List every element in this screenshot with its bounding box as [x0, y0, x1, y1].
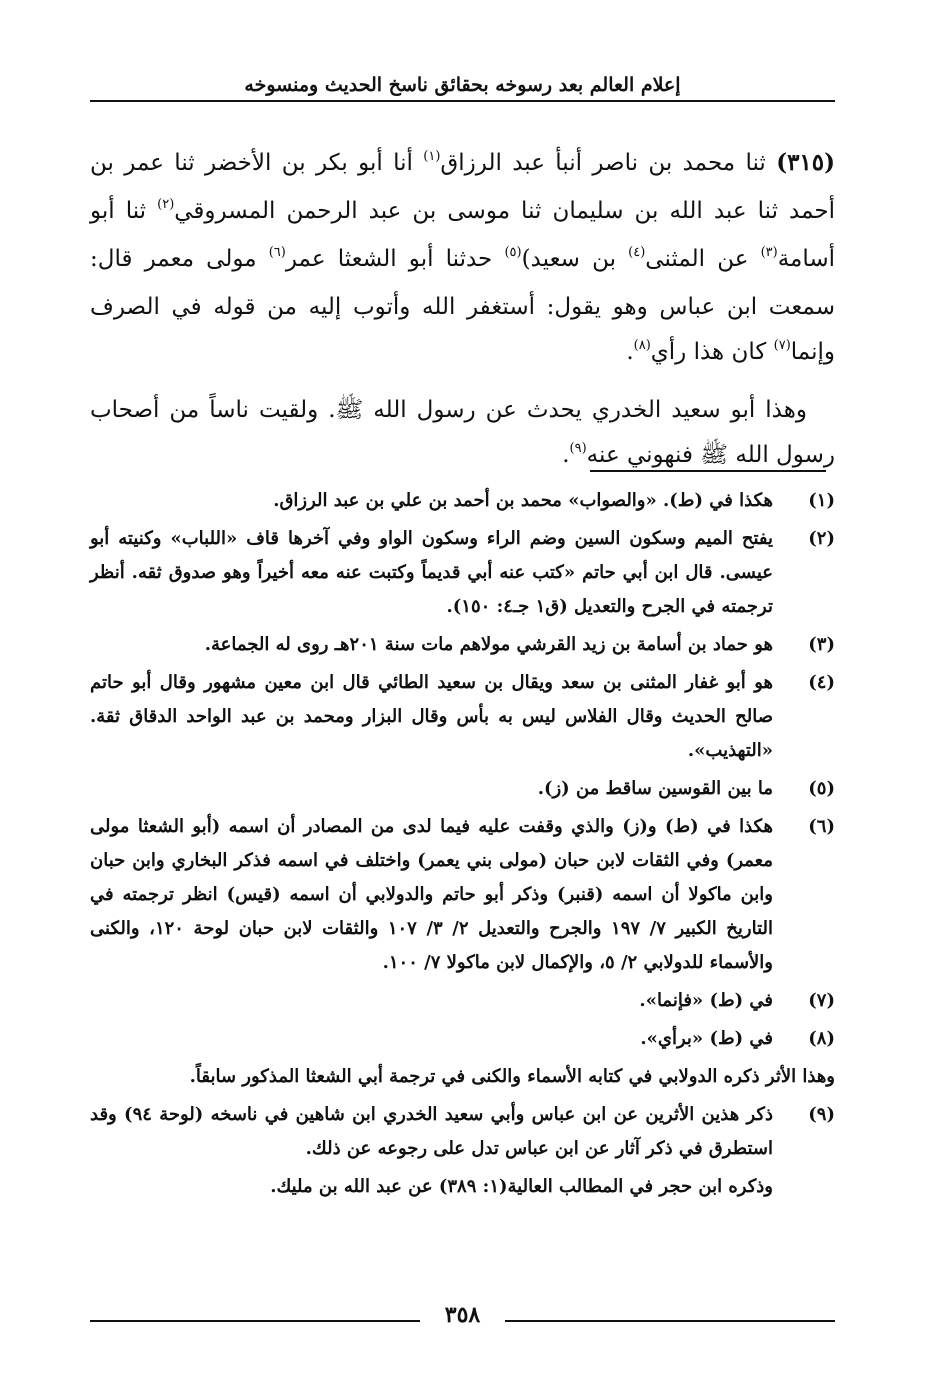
footnote-ref[interactable]: (٦) — [268, 245, 286, 260]
footnote-number: (٤) — [808, 672, 835, 693]
running-header: إعلام العالم بعد رسوخه بحقائق ناسخ الحديث ومنسوخه — [244, 74, 681, 96]
footnote-5 — [90, 772, 835, 806]
footnote-number: (٩) — [808, 1104, 835, 1125]
footnote-text: هو حماد بن أسامة بن زيد القرشي مولاهم مات سنة ٢٠١هـ روى له الجماعة. — [204, 634, 773, 655]
footnote-number: (٣) — [808, 634, 835, 655]
footnote-4 — [90, 666, 835, 768]
header-rule — [90, 100, 835, 102]
footnote-ref[interactable]: (٥) — [504, 245, 522, 260]
footnote-ref[interactable]: (٨) — [633, 338, 651, 353]
main-text — [90, 140, 835, 491]
footnote-8-continuation: وهذا الأثر ذكره الدولابي في كتابه الأسماء والكنى في ترجمة أبي الشعثا المذكور سابقاً. — [189, 1066, 835, 1087]
footnote-number: (٢) — [808, 528, 835, 549]
footnote-ref[interactable]: (١) — [423, 149, 441, 164]
footnote-3 — [90, 628, 835, 662]
footnote-2 — [90, 522, 835, 624]
footnote-7 — [90, 984, 835, 1018]
footnote-text: ما بين القوسين ساقط من (ز). — [537, 778, 773, 799]
text-segment: ثنا أبو أسامة — [90, 198, 836, 272]
footnote-text: هكذا في (ط). «والصواب» محمد بن أحمد بن علي بن عبد الرزاق. — [273, 490, 773, 511]
text-segment: ثنا محمد بن ناصر أنبأ عبد الرزاق — [440, 150, 766, 176]
text-segment: . — [562, 442, 570, 468]
text-segment: عن المثنى — [645, 246, 749, 272]
text-segment: وهذا أبو سعيد الخدري يحدث عن رسول الله ﷺ. ولقيت ناساً من أصحاب رسول الله ﷺ فنهوني عنه — [90, 397, 835, 468]
footnote-number: (٦) — [808, 816, 835, 837]
footnote-ref[interactable]: (٢) — [157, 197, 175, 212]
text-segment: حدثنا أبو الشعثا عمر — [285, 246, 493, 272]
footnote-text: يفتح الميم وسكون السين وضم الراء وسكون الواو وفي آخرها قاف «اللباب» وكنيته أبو عيسى. قال ابن أبي حاتم «كتب عنه أبي قديماً وكتبت عنه معه أخيراً وهو صدوق ثقه. أنظر ترجمته في الجرح والتعديل (ق١ جـ٤: ١٥٠). — [90, 528, 773, 617]
hadith-paragraph — [90, 140, 835, 378]
footnote-text: ذكر هذين الأثرين عن ابن عباس وأبي سعيد الخدري ابن شاهين في ناسخه (لوحة ٩٤) وقد استطرق في ذكر آثار عن ابن عباس تدل على رجوعه عن ذلك. — [90, 1104, 773, 1159]
footer-rule-left — [90, 1320, 420, 1322]
footnote-text: في (ط) «فإنما». — [639, 990, 773, 1011]
text-segment: كان هذا رأي — [650, 339, 767, 365]
narration-paragraph — [90, 388, 835, 481]
text-segment: أنا أبو بكر بن الأخضر ثنا عمر بن أحمد ثنا عبد الله بن سليمان ثنا موسى بن عبد الرحمن المسروقي — [90, 150, 836, 224]
footnote-ref[interactable]: (٣) — [760, 245, 778, 260]
footnote-ref[interactable]: (٩) — [569, 441, 587, 456]
footnote-number: (٨) — [808, 1028, 835, 1049]
footnote-8 — [90, 1022, 835, 1056]
footnote-number: (٥) — [808, 778, 835, 799]
footnote-9 — [90, 1098, 835, 1166]
footnote-text: في (ط) «برأي». — [640, 1028, 773, 1049]
footnote-text: هكذا في (ط) و(ز) والذي وقفت عليه فيما لدى من المصادر أن اسمه (أبو الشعثا مولى معمر) وفي الثقات لابن حبان (مولى بني يعمر) واختلف في اسمه فذكر البخاري وابن حبان وابن ماكولا أن اسمه (قنبر) وذكر أبو حاتم والدولابي أن اسمه (قيس) انظر ترجمته في التاريخ الكبير ٧/ ١٩٧ والجرح والتعديل ٢/ ٣/ ١٠٧ والثقات لابن حبان لوحة ١٢٠، والكنى والأسماء للدولابي ٢/ ٥، والإكمال لابن ماكولا ٧/ ١٠٠. — [90, 816, 774, 973]
footnote-separator — [590, 470, 826, 472]
footnote-6 — [90, 810, 835, 980]
footnote-number: (١) — [808, 490, 835, 511]
footnote-number: (٧) — [808, 990, 835, 1011]
text-segment: مولى معمر قال: سمعت ابن عباس وهو يقول: أستغفر الله وأتوب إليه من قوله في الصرف وإنما — [90, 246, 835, 365]
footnote-9-continuation: وذكره ابن حجر في المطالب العالية(١: ٣٨٩) عن عبد الله بن مليك. — [270, 1176, 773, 1197]
page-number: ٣٥٨ — [444, 1302, 481, 1328]
text-segment: بن سعيد) — [521, 246, 616, 272]
footnote-ref[interactable]: (٧) — [773, 338, 791, 353]
footer-rule-right — [505, 1320, 835, 1322]
footnote-ref[interactable]: (٤) — [628, 245, 646, 260]
footnote-1 — [90, 484, 835, 518]
page-footer — [90, 1302, 835, 1336]
footnotes — [90, 484, 835, 1208]
text-segment: . — [626, 339, 634, 365]
hadith-number: (٣١٥) — [776, 149, 836, 176]
footnote-text: هو أبو غفار المثنى بن سعد ويقال بن سعيد الطائي قال ابن معين مشهور وقال أبو حاتم صالح الحديث وقال الفلاس ليس به بأس وقال البزار ومحمد بن عبد الواحد الدقاق ثقة. «التهذيب». — [90, 672, 773, 761]
